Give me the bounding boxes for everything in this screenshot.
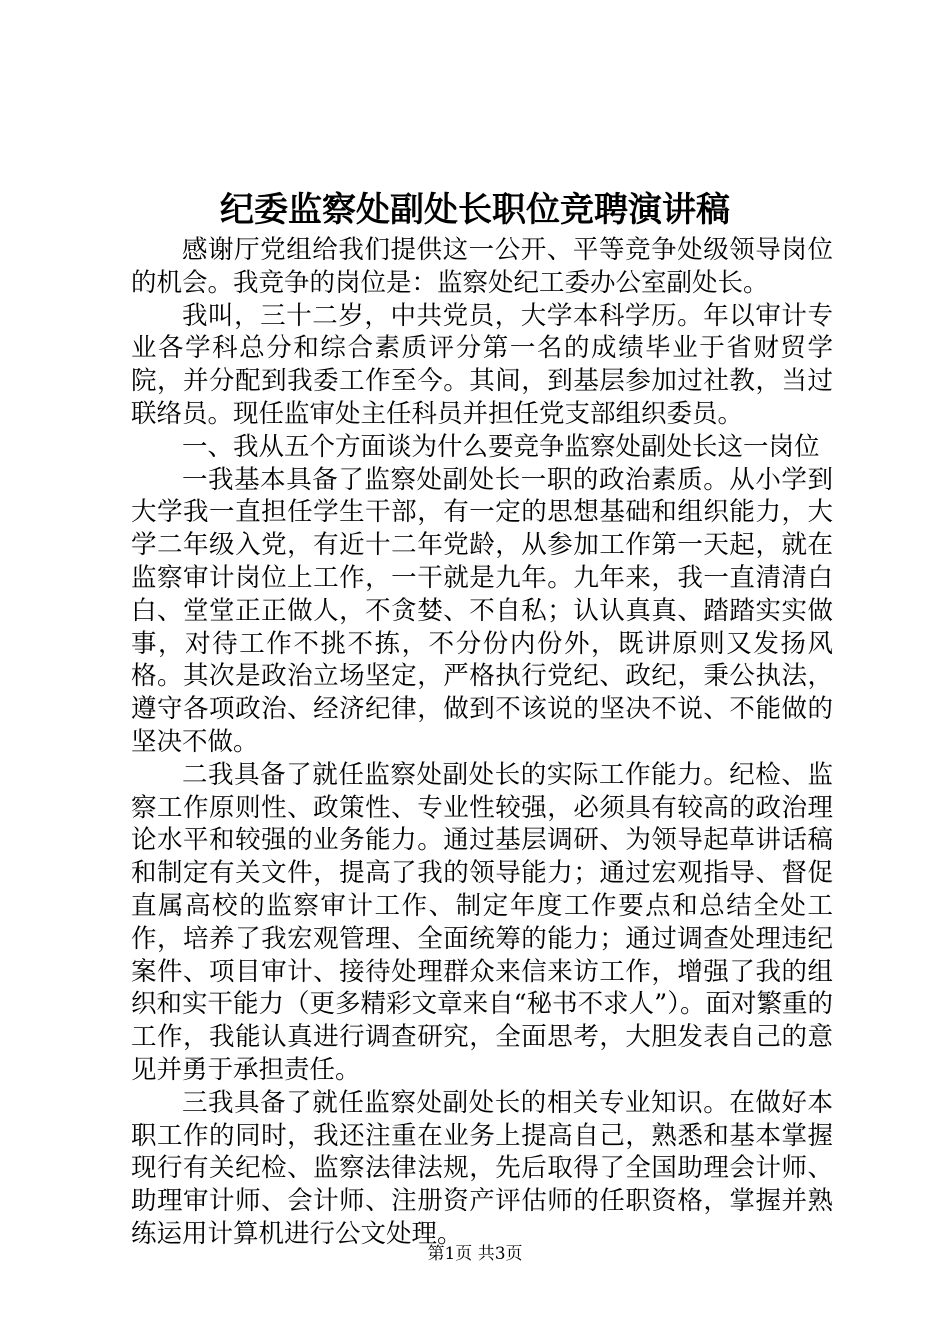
paragraph-self-introduction: 我叫，三十二岁，中共党员，大学本科学历。年以审计专业各学科总分和综合素质评分第一名的成绩毕业于省财贸学院，并分配到我委工作至今。其间，到基层参加过社教，当过联络员。现任监审处主任科员并担任党支部组织委员。 (131, 300, 833, 429)
document-body (131, 234, 833, 1251)
page-number-footer: 第1页 共3页 (427, 1244, 523, 1264)
paragraph-intro: 感谢厅党组给我们提供这一公开、平等竞争处级领导岗位的机会。我竞争的岗位是：监察处纪工委办公室副处长。 (131, 235, 833, 298)
paragraph-section-heading: 一、我从五个方面谈为什么要竞争监察处副处长这一岗位 (182, 431, 820, 462)
paragraph-political-quality: 一我基本具备了监察处副处长一职的政治素质。从小学到大学我一直担任学生干部，有一定的思想基础和组织能力，大学二年级入党，有近十二年党龄，从参加工作第一天起，就在监察审计岗位上工作，一干就是九年。九年来，我一直清清白白、堂堂正正做人，不贪婪、不自私；认认真真、踏踏实实做事，对待工作不挑不拣，不分份内份外，既讲原则又发扬风格。其次是政治立场坚定，严格执行党纪、政纪，秉公执法，遵守各项政治、经济纪律，做到不该说的坚决不说、不能做的坚决不做。 (131, 464, 833, 757)
paragraph-professional-knowledge: 三我具备了就任监察处副处长的相关专业知识。在做好本职工作的同时，我还注重在业务上提高自己，熟悉和基本掌握现行有关纪检、监察法律法规，先后取得了全国助理会计师、助理审计师、会计师、注册资产评估师的任职资格，掌握并熟练运用计算机进行公文处理。 (131, 1087, 833, 1249)
document-title: 纪委监察处副处长职位竞聘演讲稿 (220, 190, 730, 230)
paragraph-work-ability: 二我具备了就任监察处副处长的实际工作能力。纪检、监察工作原则性、政策性、专业性较强，必须具有较高的政治理论水平和较强的业务能力。通过基层调研、为领导起草讲话稿和制定有关文件，提高了我的领导能力；通过宏观指导、督促直属高校的监察审计工作、制定年度工作要点和总结全处工作，培养了我宏观管理、全面统筹的能力；通过调查处理违纪案件、项目审计、接待处理群众来信来访工作，增强了我的组织和实干能力（更多精彩文章来自“秘书不求人”）。面对繁重的工作，我能认真进行调查研究，全面思考，大胆发表自己的意见并勇于承担责任。 (131, 759, 833, 1085)
